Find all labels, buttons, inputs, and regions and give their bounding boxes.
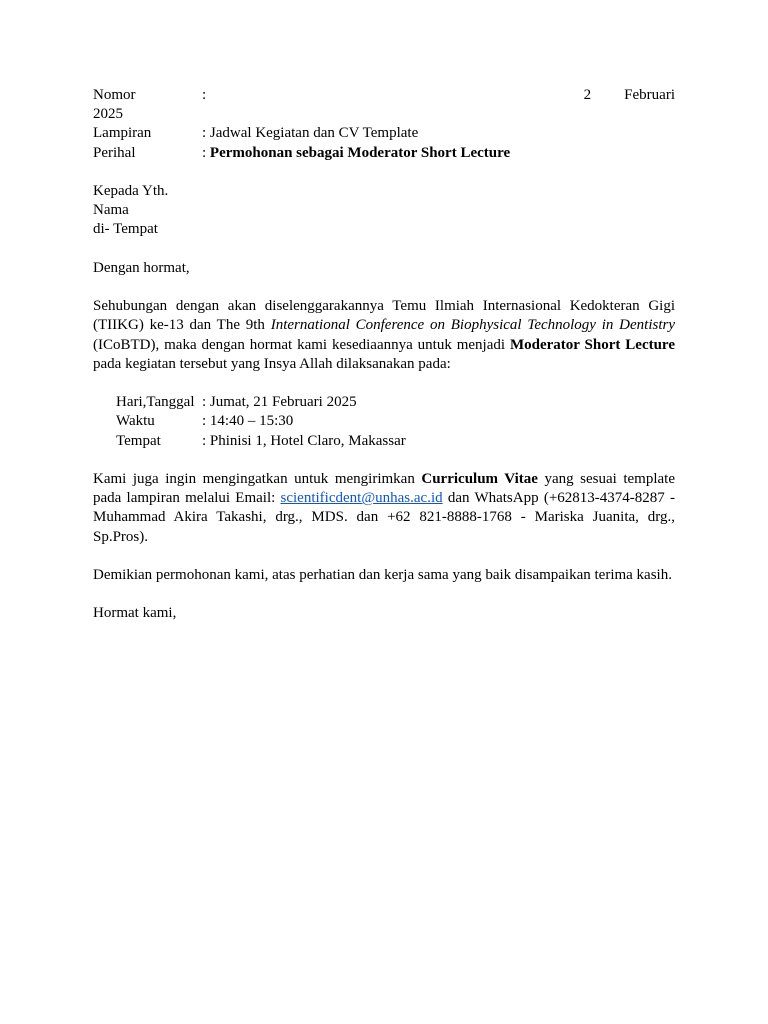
schedule-row bbox=[116, 432, 675, 451]
schedule-label: Tempat bbox=[116, 432, 161, 449]
date-day: 2 bbox=[583, 87, 592, 103]
schedule-row bbox=[116, 393, 675, 412]
letter-page bbox=[93, 86, 675, 624]
date-month: Februari bbox=[624, 87, 675, 103]
date-year: 2025 bbox=[93, 106, 123, 123]
recipient-line-2: Nama bbox=[93, 202, 129, 219]
schedule-value: : Jumat, 21 Februari 2025 bbox=[202, 394, 357, 411]
email-link[interactable]: scientificdent@unhas.ac.id bbox=[280, 490, 443, 507]
recipient-block bbox=[93, 182, 675, 240]
cv-paragraph: Kami juga ingin mengingatkan untuk mengirimkan Curriculum Vitae yang sesuai template pada lampiran melalui Email: scientificdent@unhas.ac.id dan WhatsApp (+62813-4374-8287 - Muhammad Akira Takashi, drg., MDS. dan +62 821-8888-1768 - Mariska Juanita, drg., Sp.Pros). bbox=[93, 470, 675, 545]
schedule-value: : 14:40 – 15:30 bbox=[202, 413, 294, 430]
nomor-colon: : bbox=[202, 87, 207, 103]
perihal-label: Perihal bbox=[93, 144, 136, 161]
cv-term: Curriculum Vitae bbox=[421, 470, 538, 487]
recipient-line-1: Kepada Yth. bbox=[93, 183, 169, 199]
nomor-row bbox=[93, 86, 675, 105]
recipient-line-3: di- Tempat bbox=[93, 221, 158, 238]
signoff: Hormat kami, bbox=[93, 605, 177, 622]
perihal-value: Permohonan sebagai Moderator Short Lecture bbox=[209, 144, 511, 161]
letter-header bbox=[93, 86, 675, 163]
perihal-row bbox=[93, 144, 675, 163]
greeting: Dengan hormat, bbox=[93, 259, 190, 276]
role-name: Moderator Short Lecture bbox=[509, 336, 675, 353]
lampiran-value: : Jadwal Kegiatan dan CV Template bbox=[202, 125, 419, 142]
lampiran-row bbox=[93, 124, 675, 143]
schedule-label: Hari,Tanggal bbox=[116, 394, 195, 411]
closing-paragraph: Demikian permohonan kami, atas perhatian dan kerja sama yang baik disampaikan terima kasih. bbox=[93, 566, 672, 583]
perihal-colon: : bbox=[202, 144, 210, 161]
schedule-row bbox=[116, 412, 675, 431]
nomor-label: Nomor bbox=[93, 87, 136, 103]
intro-paragraph: Sehubungan dengan akan diselenggarakannya Temu Ilmiah Internasional Kedokteran Gigi (TIIKG) ke-13 dan The 9th International Conference on Biophysical Technology in Dentistry (ICoBTD), maka dengan hormat kami kesediaannya untuk menjadi Moderator Short Lecture pada kegiatan tersebut yang Insya Allah dilaksanakan pada: bbox=[93, 298, 675, 372]
schedule-table bbox=[116, 393, 675, 451]
schedule-label: Waktu bbox=[116, 413, 155, 430]
schedule-value: : Phinisi 1, Hotel Claro, Makassar bbox=[202, 432, 406, 449]
conference-name: International Conference on Biophysical Technology in Dentistry bbox=[270, 317, 675, 334]
lampiran-label: Lampiran bbox=[93, 125, 152, 142]
